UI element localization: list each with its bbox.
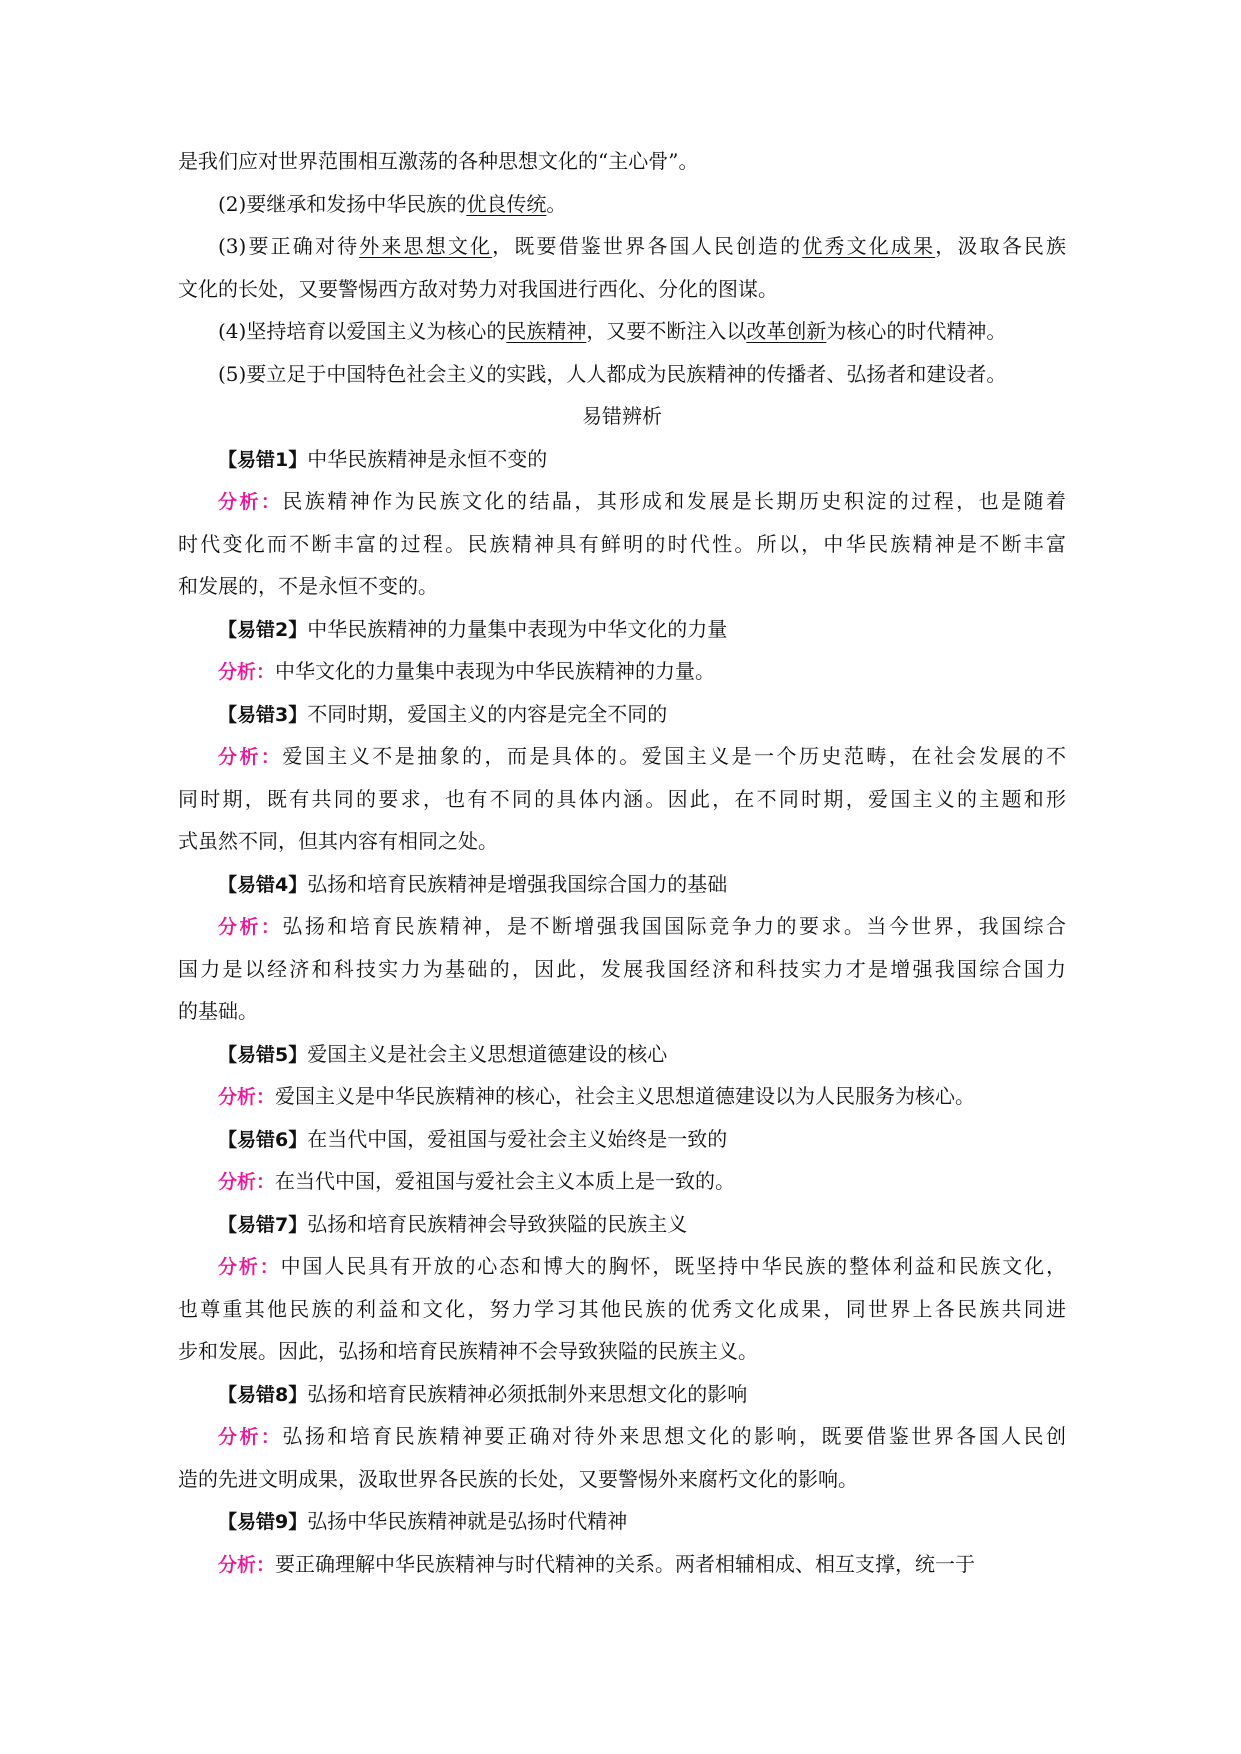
paragraph-line xyxy=(178,140,1066,183)
error-item-statement: 不同时期，爱国主义的内容是完全不同的 xyxy=(307,701,668,726)
analysis-label: 分析： xyxy=(218,1171,276,1193)
underlined-term: 外来思想文化 xyxy=(359,234,493,258)
analysis-line xyxy=(178,480,1066,523)
text-span: ，汲取各民族 xyxy=(935,234,1066,258)
text-span: (2)要继承和发扬中华民族的 xyxy=(218,191,467,216)
error-item-claim xyxy=(178,1373,1066,1416)
error-item-claim xyxy=(178,1118,1066,1161)
analysis-label: 分析： xyxy=(218,916,283,938)
analysis-line xyxy=(178,565,1066,608)
analysis-text: 的基础。 xyxy=(178,999,258,1023)
error-item-statement: 弘扬和培育民族精神必须抵制外来思想文化的影响 xyxy=(307,1381,748,1406)
analysis-line xyxy=(178,1075,1066,1118)
analysis-text: 时代变化而不断丰富的过程。民族精神具有鲜明的时代性。所以，中华民族精神是不断丰富 xyxy=(178,531,1066,556)
error-item-claim xyxy=(178,438,1066,481)
analysis-line xyxy=(178,820,1066,863)
analysis-line xyxy=(178,1330,1066,1373)
error-item-tag: 【易错5】 xyxy=(218,1043,308,1066)
analysis-line xyxy=(178,778,1066,821)
error-item-tag: 【易错2】 xyxy=(218,618,308,641)
underlined-term: 改革创新 xyxy=(746,319,827,343)
analysis-label: 分析： xyxy=(218,1426,283,1448)
analysis-text: 和发展的，不是永恒不变的。 xyxy=(178,574,438,598)
analysis-line xyxy=(178,1543,1066,1586)
text-span: 为核心的时代精神。 xyxy=(826,319,1007,343)
analysis-line xyxy=(178,1160,1066,1203)
text-span: ，又要不断注入以 xyxy=(586,319,747,343)
analysis-text: 国力是以经济和科技实力为基础的，因此，发展我国经济和科技实力才是增强我国综合国力 xyxy=(178,956,1066,981)
analysis-label: 分析： xyxy=(218,491,283,513)
analysis-text: 中国人民具有开放的心态和博大的胸怀，既坚持中华民族的整体利益和民族文化， xyxy=(280,1254,1066,1278)
text-span: (4)坚持培育以爱国主义为核心的 xyxy=(218,319,507,343)
analysis-line xyxy=(178,1245,1066,1288)
text-span: 文化的长处，又要警惕西方敌对势力对我国进行西化、分化的图谋。 xyxy=(178,276,778,301)
analysis-text: 中华文化的力量集中表现为中华民族精神的力量。 xyxy=(275,659,716,683)
error-item-tag: 【易错1】 xyxy=(218,448,308,471)
analysis-text: 同时期，既有共同的要求，也有不同的具体内涵。因此，在不同时期，爱国主义的主题和形 xyxy=(178,786,1066,811)
analysis-label: 分析： xyxy=(218,661,276,683)
analysis-line xyxy=(178,990,1066,1033)
text-span: (3)要正确对待 xyxy=(218,234,360,258)
error-item-claim xyxy=(178,1500,1066,1543)
analysis-text: 弘扬和培育民族精神要正确对待外来思想文化的影响，既要借鉴世界各国人民创 xyxy=(282,1424,1066,1448)
error-item-tag: 【易错4】 xyxy=(218,873,308,896)
text-span: 。 xyxy=(546,191,567,216)
error-item-statement: 中华民族精神的力量集中表现为中华文化的力量 xyxy=(307,616,728,641)
error-item-statement: 爱国主义是社会主义思想道德建设的核心 xyxy=(307,1041,668,1066)
error-item-claim xyxy=(178,1203,1066,1246)
analysis-line xyxy=(178,523,1066,566)
analysis-line xyxy=(178,948,1066,991)
analysis-label: 分析： xyxy=(218,1553,276,1576)
text-span: ，既要借鉴世界各国人民创造的 xyxy=(492,234,803,258)
intro-line-1: 是我们应对世界范围相互激荡的各种思想文化的“主心骨”。 xyxy=(178,149,699,173)
analysis-label: 分析： xyxy=(218,1086,276,1108)
paragraph-3-line-1 xyxy=(178,225,1066,268)
analysis-line xyxy=(178,905,1066,948)
analysis-line xyxy=(178,1458,1066,1501)
analysis-text: 爱国主义不是抽象的，而是具体的。爱国主义是一个历史范畴，在社会发展的不 xyxy=(282,744,1066,768)
error-item-statement: 弘扬和培育民族精神会导致狭隘的民族主义 xyxy=(307,1211,688,1236)
analysis-line xyxy=(178,1415,1066,1458)
analysis-label: 分析： xyxy=(218,746,283,768)
analysis-text: 步和发展。因此，弘扬和培育民族精神不会导致狭隘的民族主义。 xyxy=(178,1339,758,1363)
error-item-claim xyxy=(178,1033,1066,1076)
paragraph-4 xyxy=(178,310,1066,353)
text-span: (5)要立足于中国特色社会主义的实践，人人都成为民族精神的传播者、弘扬者和建设者。 xyxy=(218,361,1007,386)
analysis-line xyxy=(178,650,1066,693)
paragraph-3-line-2 xyxy=(178,268,1066,311)
underlined-term: 优秀文化成果 xyxy=(802,234,936,258)
error-item-tag: 【易错3】 xyxy=(218,703,308,726)
analysis-line xyxy=(178,735,1066,778)
analysis-text: 式虽然不同，但其内容有相同之处。 xyxy=(178,829,498,853)
error-item-tag: 【易错8】 xyxy=(218,1383,308,1406)
analysis-text: 造的先进文明成果，汲取世界各民族的长处，又要警惕外来腐朽文化的影响。 xyxy=(178,1466,858,1491)
underlined-term: 民族精神 xyxy=(506,319,587,343)
error-item-tag: 【易错6】 xyxy=(218,1128,308,1151)
underlined-term: 优良传统 xyxy=(466,191,547,216)
error-item-claim xyxy=(178,863,1066,906)
analysis-text: 也尊重其他民族的利益和文化，努力学习其他民族的优秀文化成果，同世界上各民族共同进 xyxy=(178,1296,1066,1321)
section-title: 易错辨析 xyxy=(582,404,662,428)
error-item-statement: 弘扬中华民族精神就是弘扬时代精神 xyxy=(307,1509,628,1533)
error-item-claim xyxy=(178,608,1066,651)
analysis-text: 要正确理解中华民族精神与时代精神的关系。两者相辅相成、相互支撑，统一于 xyxy=(275,1551,976,1576)
error-item-statement: 中华民族精神是永恒不变的 xyxy=(307,446,548,471)
error-item-claim xyxy=(178,693,1066,736)
error-item-statement: 弘扬和培育民族精神是增强我国综合国力的基础 xyxy=(307,871,728,896)
analysis-text: 弘扬和培育民族精神，是不断增强我国国际竞争力的要求。当今世界，我国综合 xyxy=(282,914,1066,938)
analysis-text: 在当代中国，爱祖国与爱社会主义本质上是一致的。 xyxy=(275,1169,736,1193)
error-item-tag: 【易错9】 xyxy=(218,1511,308,1533)
error-item-statement: 在当代中国，爱祖国与爱社会主义始终是一致的 xyxy=(307,1126,728,1151)
analysis-text: 爱国主义是中华民族精神的核心，社会主义思想道德建设以为人民服务为核心。 xyxy=(275,1084,976,1108)
analysis-label: 分析： xyxy=(218,1256,281,1278)
analysis-line xyxy=(178,1288,1066,1331)
document-page xyxy=(178,140,1066,1585)
analysis-text: 民族精神作为民族文化的结晶，其形成和发展是长期历史积淀的过程，也是随着 xyxy=(282,489,1066,513)
error-item-tag: 【易错7】 xyxy=(218,1213,308,1236)
error-analysis-list xyxy=(178,438,1066,1586)
paragraph-5 xyxy=(178,353,1066,396)
paragraph-2 xyxy=(178,183,1066,226)
